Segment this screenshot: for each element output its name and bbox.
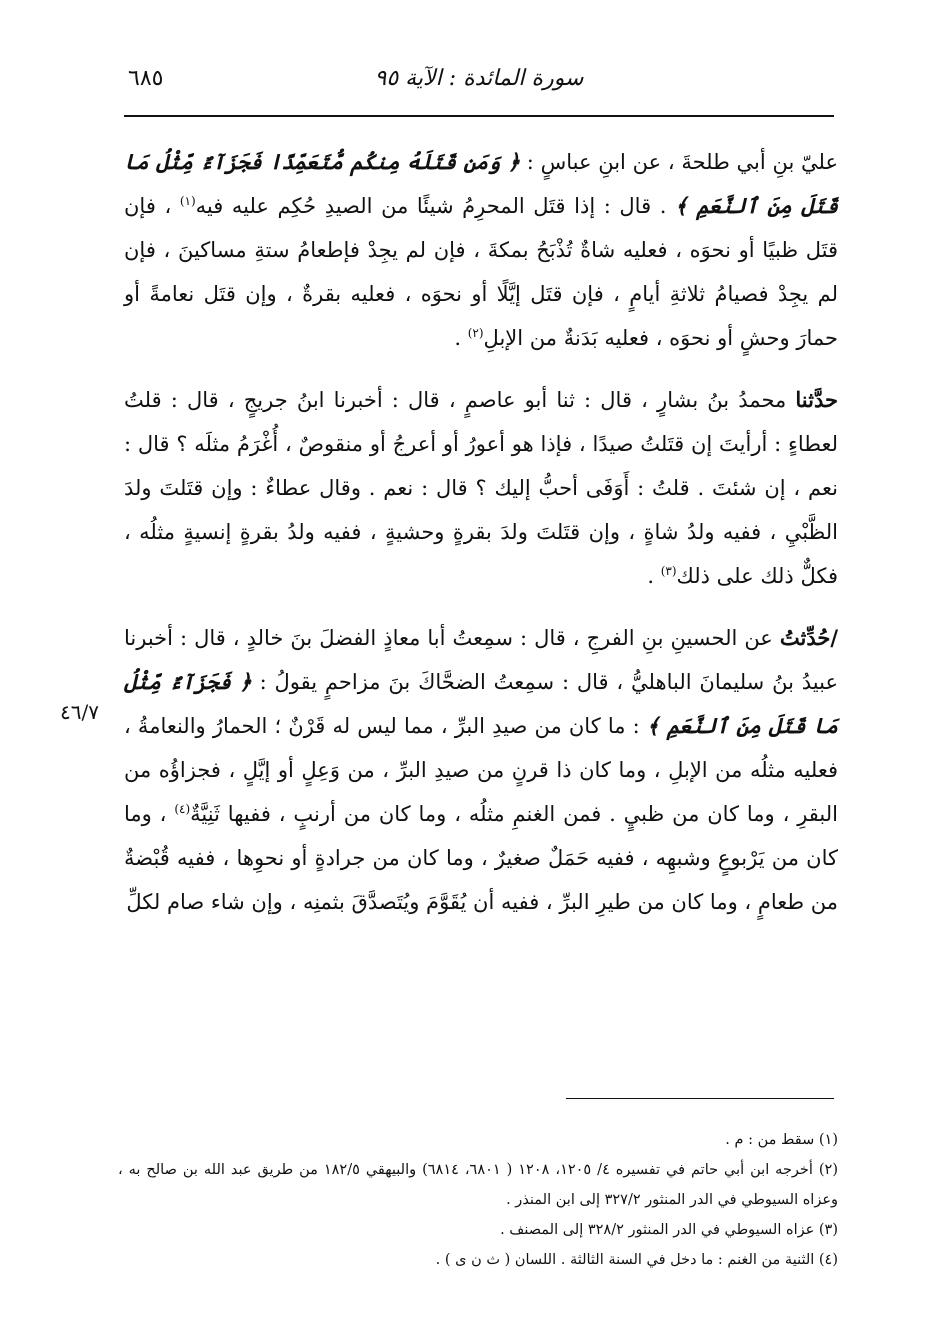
paragraph-text: ، وما كان من يَرْبوعٍ وشبهِه ، ففيه حَمَلٌ صغيرٌ ، وما كان من جرادةٍ أو نحوِها ، ففيه قُبْضةٌ من طعامٍ ، وما كان من طيرِ البرِّ ، ففيه أن يُقَوَّمَ ويُتَصدَّقَ بثمنِه ، وإن شاء صام لكلِّ: [124, 802, 838, 914]
paragraph-text: عليّ بنِ أبي طلحةَ ، عن ابنِ عباسٍ :: [520, 150, 838, 174]
margin-reference: ٤٦/٧: [60, 700, 99, 724]
narration-lead: /حُدِّثتُ: [779, 625, 838, 650]
paragraph-text: محمدُ بنُ بشارٍ ، قال : ثنا أبو عاصمٍ ، قال : أخبرنا ابنُ جريجٍ ، قال : قلتُ لعطاءٍ : أرأيتَ إن قتَلتُ صيدًا ، فإذا هو أعورُ أو أعرجُ أو منقوصٌ ، أُغْرَمُ مثلَه ؟ قال : نعم ، إن شئتَ . قلتُ : أَوَفَى أحبُّ إليك ؟ قال : نعم . وقال عطاءٌ : وإن قتَلتَ ولدَ الظَّبْيِ ، ففيه ولدُ شاةٍ ، وإن قتَلتَ ولدَ بقرةٍ وحشيةٍ ، ففيه ولدُ بقرةٍ إنسيةٍ مثلُه ، فكلٌّ ذلك على ذلك: [124, 388, 838, 588]
footnote-ref: (١): [179, 194, 196, 208]
paragraph-text: عن الحسينِ بنِ الفرجِ ، قال : سمِعتُ أبا معاذٍ الفضلَ بنَ خالدٍ ، قال : أخبرنا عبيدُ بنُ سليمانَ الباهليُّ ، قال : سمِعتُ الضحَّاكَ بنَ مزاحمٍ يقولُ :: [124, 626, 838, 694]
footnote: (٢) أخرجه ابن أبي حاتم في تفسيره ٤/ ١٢٠٥، ١٢٠٨ ( ٦٨٠١، ٦٨١٤) والبيهقي ١٨٢/٥ من طريق عبد الله بن صالح به ، وعزاه السيوطي في الدر المنثور ٣٢٧/٢ إلى ابن المنذر .: [118, 1162, 838, 1208]
paragraph-text: .: [647, 564, 661, 588]
footnotes: [118, 1125, 838, 1275]
paragraph-text: .: [454, 326, 468, 350]
header-rule: [124, 115, 834, 117]
footnote: (٣) عزاه السيوطي في الدر المنثور ٣٢٨/٢ إلى المصنف .: [500, 1222, 838, 1238]
main-text: [124, 140, 838, 942]
paragraph-2: [124, 378, 838, 598]
footnote: (٤) الثنية من الغنم : ما دخل في السنة الثالثة . اللسان ( ث ن ى ) .: [435, 1252, 838, 1268]
paragraph-text: : ما كان من صيدِ البرِّ ، مما ليس له قَرْنٌ ؛ الحمارُ والنعامةُ ، فعليه مثلُه من الإبلِ ، وما كان ذا قرنٍ من صيدِ البرِّ ، من وَعِلٍ أو إيَّلٍ ، فجزاؤُه من البقرِ ، وما كان من ظبيٍ . فمن الغنمِ مثلُه ، وما كان من أرنبٍ ، ففيها ثَنِيَّةٌ: [124, 714, 839, 826]
paragraph-text: ، فإن قتَل ظبيًا أو نحوَه ، فعليه شاةٌ تُذْبَحُ بمكةَ ، فإن لم يجِدْ فإطعامُ ستةِ مساكينَ ، فإن لم يجِدْ فصيامُ ثلاثةِ أيامٍ ، فإن قتَل إيَّلًا أو نحوَه ، فعليه بقرةٌ ، وإن قتَل نعامةً أو حمارَ وحشٍ أو نحوَه ، فعليه بَدَنةٌ من الإبلِ: [124, 194, 838, 350]
footnote-separator: [566, 1098, 834, 1099]
quran-quote: ﴿ وَمَن قَتَلَهُ مِنكُم مُّتَعَمِّدًا فَجَزَآءٌ مِّثْلُ مَا قَتَلَ مِنَ ٱلنَّعَمِ ﴾: [124, 149, 838, 218]
page-number: ٦٨٥: [128, 66, 164, 91]
paragraph-3: [124, 616, 838, 924]
page-header: [124, 62, 834, 112]
paragraph-text: . قال : إذا قتَل المحرِمُ شيئًا من الصيدِ حُكِم عليه فيه: [195, 194, 675, 218]
footnote: (١) سقط من : م .: [725, 1132, 838, 1148]
footnote-ref: (٢): [467, 326, 484, 340]
paragraph-1: [124, 140, 838, 360]
quran-quote: ﴿ فَجَزَآءٌ مِّثْلُ مَا قَتَلَ مِنَ ٱلنَّعَمِ ﴾: [124, 669, 838, 738]
narration-lead: حدَّثنا: [795, 387, 838, 412]
footnote-ref: (٤): [174, 802, 191, 816]
footnote-ref: (٣): [660, 564, 677, 578]
running-head: سورة المائدة : الآية ٩٥: [374, 66, 584, 91]
